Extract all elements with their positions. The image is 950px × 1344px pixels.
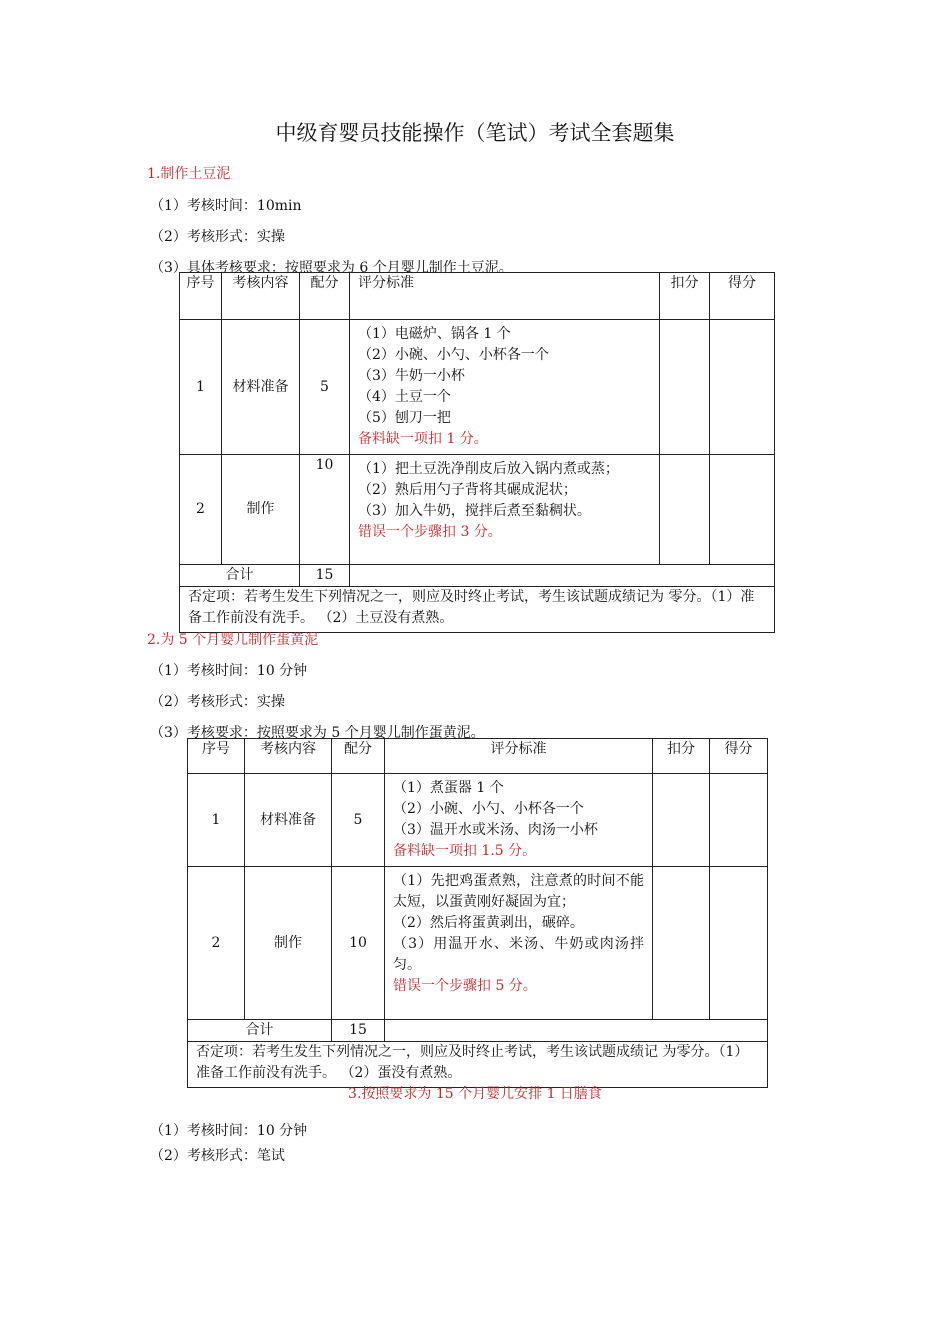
section-3-form: （2）考核形式：笔试 xyxy=(150,1148,285,1164)
header-no: 序号 xyxy=(180,273,222,320)
section-1-form: （2）考核形式：实操 xyxy=(150,229,285,245)
row-no: 1 xyxy=(188,774,245,867)
table-row xyxy=(180,455,775,565)
row-no: 2 xyxy=(188,867,245,1020)
section-1-time: （1）考核时间：10min xyxy=(150,198,302,214)
header-criteria: 评分标准 xyxy=(385,739,653,774)
row-content: 制作 xyxy=(245,867,332,1020)
row-deduct-cell xyxy=(653,774,710,867)
row-criteria xyxy=(350,455,660,565)
row-got-cell xyxy=(710,867,768,1020)
criteria-item: （1）把土豆洗净削皮后放入锅内煮或蒸； xyxy=(358,461,619,477)
section-2-requirement: （3）考核要求：按照要求为 5 个月婴儿制作蛋黄泥。 xyxy=(150,725,485,741)
table-row xyxy=(180,320,775,455)
veto-row xyxy=(180,587,775,633)
header-content: 考核内容 xyxy=(245,739,332,774)
header-deduct: 扣分 xyxy=(660,273,710,320)
section-3-time: （1）考核时间：10 分钟 xyxy=(150,1123,308,1139)
criteria-item: （1）煮蛋器 1 个 xyxy=(393,780,504,796)
criteria-item: （1）电磁炉、锅各 1 个 xyxy=(358,326,511,342)
total-blank xyxy=(350,565,775,587)
row-got-cell xyxy=(710,320,775,455)
row-got-cell xyxy=(710,774,768,867)
total-score: 15 xyxy=(300,565,350,587)
criteria-item: （3）用温开水、米汤、牛奶或肉汤拌匀。 xyxy=(393,936,644,973)
row-score: 10 xyxy=(332,867,385,1020)
deduction-rule: 备料缺一项扣 1 分。 xyxy=(358,431,488,447)
total-label: 合计 xyxy=(188,1020,332,1042)
header-score: 配分 xyxy=(300,273,350,320)
header-deduct: 扣分 xyxy=(653,739,710,774)
section-3-heading: 3.按照要求为 15 个月婴儿安排 1 日膳食 xyxy=(348,1086,602,1102)
criteria-item: （2）然后将蛋黄剥出，碾碎。 xyxy=(393,915,584,931)
total-row xyxy=(188,1020,768,1042)
row-content: 材料准备 xyxy=(222,320,300,455)
criteria-item: （5）刨刀一把 xyxy=(358,410,451,426)
row-got-cell xyxy=(710,455,775,565)
row-no: 1 xyxy=(180,320,222,455)
section-1-requirement: （3）具体考核要求：按照要求为 6 个月婴儿制作土豆泥。 xyxy=(150,260,513,276)
header-criteria: 评分标准 xyxy=(350,273,660,320)
criteria-item: （3）牛奶一小杯 xyxy=(358,368,465,384)
deduction-rule: 错误一个步骤扣 5 分。 xyxy=(393,978,537,994)
table-row xyxy=(188,774,768,867)
row-deduct-cell xyxy=(660,455,710,565)
criteria-item: （2）小碗、小勺、小杯各一个 xyxy=(393,801,584,817)
row-criteria xyxy=(385,867,653,1020)
header-content: 考核内容 xyxy=(222,273,300,320)
header-score: 配分 xyxy=(332,739,385,774)
section-2-heading: 2.为 5 个月婴儿制作蛋黄泥 xyxy=(147,632,319,648)
criteria-item: （3）加入牛奶，搅拌后煮至黏稠状。 xyxy=(358,503,591,519)
deduction-rule: 备料缺一项扣 1.5 分。 xyxy=(393,843,537,859)
section-1-table xyxy=(179,272,775,633)
total-row xyxy=(180,565,775,587)
criteria-item: （4）土豆一个 xyxy=(358,389,451,405)
table-row xyxy=(188,867,768,1020)
section-2-form: （2）考核形式：实操 xyxy=(150,694,285,710)
total-score: 15 xyxy=(332,1020,385,1042)
veto-row xyxy=(188,1042,768,1088)
page-title: 中级育婴员技能操作（笔试）考试全套题集 xyxy=(275,121,675,145)
header-no: 序号 xyxy=(188,739,245,774)
row-content: 材料准备 xyxy=(245,774,332,867)
section-2-time: （1）考核时间：10 分钟 xyxy=(150,663,308,679)
criteria-item: （2）熟后用勺子背将其碾成泥状； xyxy=(358,482,577,498)
header-got: 得分 xyxy=(710,739,768,774)
row-criteria xyxy=(385,774,653,867)
row-deduct-cell xyxy=(660,320,710,455)
row-criteria xyxy=(350,320,660,455)
row-no: 2 xyxy=(180,455,222,565)
total-label: 合计 xyxy=(180,565,300,587)
row-score: 5 xyxy=(332,774,385,867)
veto-text: 否定项：若考生发生下列情况之一，则应及时终止考试，考生该试题成绩记 为零分。（1）准备工作前没有洗手。 （2）蛋没有煮熟。 xyxy=(188,1042,768,1088)
deduction-rule: 错误一个步骤扣 3 分。 xyxy=(358,524,502,540)
row-content: 制作 xyxy=(222,455,300,565)
total-blank xyxy=(385,1020,768,1042)
row-deduct-cell xyxy=(653,867,710,1020)
criteria-item: （3）温开水或米汤、肉汤一小杯 xyxy=(393,822,598,838)
section-1-heading: 1.制作土豆泥 xyxy=(147,166,231,182)
criteria-item: （1）先把鸡蛋煮熟，注意煮的时间不能太短，以蛋黄刚好凝固为宜； xyxy=(393,873,644,910)
row-score: 5 xyxy=(300,320,350,455)
table-header-row xyxy=(180,273,775,320)
header-got: 得分 xyxy=(710,273,775,320)
row-score: 10 xyxy=(300,455,350,565)
veto-text: 否定项：若考生发生下列情况之一，则应及时终止考试，考生该试题成绩记为 零分。（1）准备工作前没有洗手。 （2）土豆没有煮熟。 xyxy=(180,587,775,633)
table-header-row xyxy=(188,739,768,774)
criteria-item: （2）小碗、小勺、小杯各一个 xyxy=(358,347,549,363)
section-2-table xyxy=(187,738,768,1088)
